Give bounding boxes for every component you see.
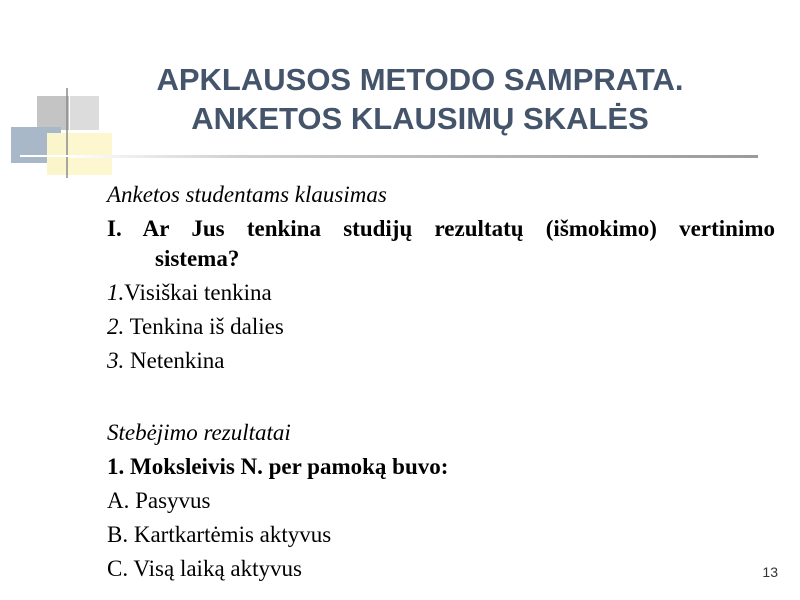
answer-option-2-number: 2.: [107, 314, 125, 339]
title-divider: [70, 155, 758, 158]
slide-title-line-2: ANKETOS KLAUSIMŲ SKALĖS: [191, 101, 649, 136]
light-gray-square: [70, 96, 99, 130]
section-spacer: [107, 378, 775, 416]
answer-option-3-number: 3.: [107, 348, 125, 373]
slide-title: [110, 60, 730, 138]
slide-title-line-1: APKLAUSOS METODO SAMPRATA.: [156, 62, 684, 97]
yellow-square: [65, 133, 112, 175]
answer-option-2: [107, 310, 775, 344]
observation-option-b: B. Kartkartėmis aktyvus: [107, 522, 332, 547]
answer-option-3: [107, 344, 775, 378]
observation-question: 1. Moksleivis N. per pamoką buvo:: [107, 454, 449, 479]
answer-option-2-text: Tenkina iš dalies: [124, 314, 284, 339]
questionnaire-question: I. Ar Jus tenkina studijų rezultatų (išmokimo) vertinimo: [107, 216, 775, 241]
gray-square: [37, 96, 69, 130]
section-heading-questionnaire: Anketos studentams klausimas: [107, 182, 387, 207]
answer-option-3-text: Netenkina: [124, 348, 225, 373]
observation-option-c: C. Visą laiką aktyvus: [107, 556, 302, 581]
section-heading-observation: Stebėjimo rezultatai: [107, 420, 291, 445]
answer-option-1-number: 1.: [107, 280, 125, 305]
yellow-square-small: [47, 133, 65, 175]
questionnaire-question-continued: sistema?: [155, 246, 240, 271]
answer-option-1: [107, 276, 775, 310]
slide-body: [107, 178, 775, 586]
answer-option-1-text: Visiškai tenkina: [124, 280, 272, 305]
observation-option-a: A. Pasyvus: [107, 488, 211, 513]
page-number: 13: [762, 564, 778, 580]
